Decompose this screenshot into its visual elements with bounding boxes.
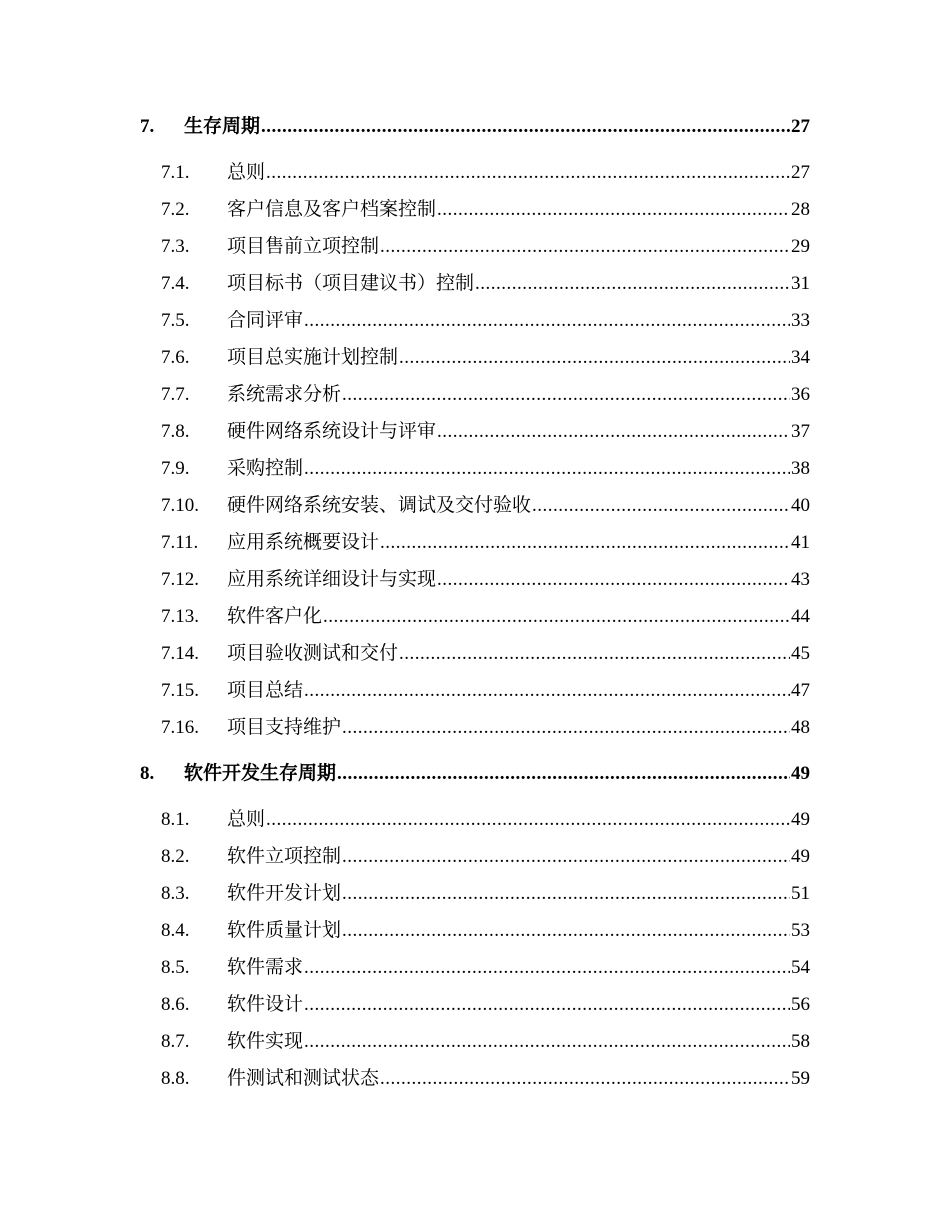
toc-entry-number: 8.1. [161, 809, 190, 830]
toc-section-entry[interactable] [161, 676, 810, 706]
toc-entry-page: 36 [791, 384, 810, 405]
toc-dot-leader [437, 417, 790, 447]
toc-dot-leader [266, 158, 790, 188]
toc-entry-page: 59 [791, 1068, 810, 1089]
toc-entry-page: 37 [791, 421, 810, 442]
toc-entry-number: 7.15. [161, 680, 199, 701]
toc-entry-page: 40 [791, 495, 810, 516]
toc-entry-number: 7.11. [161, 532, 199, 553]
toc-entry-number: 7.16. [161, 717, 199, 738]
toc-entry-title: 项目验收测试和交付 [227, 643, 399, 664]
toc-entry-number: 7.14. [161, 643, 199, 664]
toc-entry-page: 54 [791, 957, 810, 978]
toc-entry-page: 38 [791, 458, 810, 479]
toc-section-entry[interactable] [161, 602, 810, 632]
toc-entry-page: 31 [791, 273, 810, 294]
toc-entry-number: 7.5. [161, 310, 190, 331]
toc-chapter-entry[interactable] [140, 112, 810, 142]
toc-entry-page: 41 [791, 532, 810, 553]
toc-dot-leader [342, 916, 790, 946]
toc-dot-leader [437, 195, 790, 225]
toc-dot-leader [380, 528, 790, 558]
toc-section-entry[interactable] [161, 491, 810, 521]
toc-entry-page: 27 [791, 116, 810, 137]
toc-dot-leader [304, 1027, 790, 1057]
toc-dot-leader [266, 805, 790, 835]
toc-section-entry[interactable] [161, 195, 810, 225]
toc-entry-title: 项目支持维护 [227, 717, 342, 738]
toc-entry-page: 44 [791, 606, 810, 627]
toc-entry-title: 软件立项控制 [227, 846, 342, 867]
toc-section-entry[interactable] [161, 916, 810, 946]
toc-entry-page: 49 [791, 846, 810, 867]
toc-entry-number: 7.8. [161, 421, 190, 442]
toc-entry-title: 软件设计 [227, 994, 304, 1015]
toc-entry-title: 项目总实施计划控制 [227, 347, 399, 368]
toc-dot-leader [337, 759, 790, 789]
toc-dot-leader [304, 676, 790, 706]
toc-dot-leader [304, 306, 790, 336]
toc-entry-page: 49 [791, 809, 810, 830]
toc-section-entry[interactable] [161, 639, 810, 669]
toc-entry-page: 28 [791, 199, 810, 220]
toc-section-entry[interactable] [161, 380, 810, 410]
toc-entry-page: 33 [791, 310, 810, 331]
toc-dot-leader [304, 454, 790, 484]
toc-entry-page: 45 [791, 643, 810, 664]
toc-section-entry[interactable] [161, 454, 810, 484]
toc-section-entry[interactable] [161, 953, 810, 983]
toc-entry-number: 7.12. [161, 569, 199, 590]
toc-section-entry[interactable] [161, 565, 810, 595]
toc-dot-leader [437, 565, 790, 595]
toc-section-entry[interactable] [161, 990, 810, 1020]
toc-entry-number: 7.6. [161, 347, 190, 368]
toc-section-entry[interactable] [161, 879, 810, 909]
toc-dot-leader [342, 842, 790, 872]
toc-dot-leader [342, 380, 790, 410]
toc-entry-title: 合同评审 [227, 310, 304, 331]
toc-entry-page: 29 [791, 236, 810, 257]
toc-entry-number: 7.4. [161, 273, 190, 294]
toc-section-entry[interactable] [161, 1064, 810, 1094]
toc-entry-page: 34 [791, 347, 810, 368]
toc-entry-title: 软件需求 [227, 957, 304, 978]
toc-dot-leader [323, 602, 790, 632]
toc-entry-number: 7.3. [161, 236, 190, 257]
toc-entry-number: 7.2. [161, 199, 190, 220]
toc-entry-number: 7.10. [161, 495, 199, 516]
toc-entry-title: 软件客户化 [227, 606, 323, 627]
toc-dot-leader [532, 491, 790, 521]
toc-entry-title: 软件开发计划 [227, 883, 342, 904]
toc-entry-number: 8.2. [161, 846, 190, 867]
toc-section-entry[interactable] [161, 158, 810, 188]
toc-entry-title: 客户信息及客户档案控制 [227, 199, 437, 220]
toc-entry-number: 7.1. [161, 162, 190, 183]
toc-chapter-entry[interactable] [140, 759, 810, 789]
toc-section-entry[interactable] [161, 1027, 810, 1057]
toc-entry-title: 软件质量计划 [227, 920, 342, 941]
toc-section-entry[interactable] [161, 842, 810, 872]
toc-entry-title: 软件开发生存周期 [184, 763, 337, 784]
toc-entry-page: 58 [791, 1031, 810, 1052]
toc-dot-leader [304, 953, 790, 983]
toc-dot-leader [399, 343, 790, 373]
toc-section-entry[interactable] [161, 269, 810, 299]
toc-entry-number: 8.5. [161, 957, 190, 978]
toc-section-entry[interactable] [161, 528, 810, 558]
toc-section-entry[interactable] [161, 713, 810, 743]
toc-entry-page: 48 [791, 717, 810, 738]
toc-dot-leader [261, 112, 790, 142]
toc-entry-page: 53 [791, 920, 810, 941]
toc-dot-leader [304, 990, 790, 1020]
toc-entry-title: 总则 [227, 162, 266, 183]
toc-section-entry[interactable] [161, 343, 810, 373]
toc-entry-number: 7. [140, 116, 155, 137]
toc-entry-number: 8.4. [161, 920, 190, 941]
toc-entry-page: 49 [791, 763, 810, 784]
toc-section-entry[interactable] [161, 805, 810, 835]
toc-entry-title: 硬件网络系统设计与评审 [227, 421, 437, 442]
toc-entry-number: 8.8. [161, 1068, 190, 1089]
toc-dot-leader [342, 879, 790, 909]
toc-entry-number: 8. [140, 763, 155, 784]
toc-entry-number: 8.6. [161, 994, 190, 1015]
toc-dot-leader [399, 639, 790, 669]
toc-section-entry[interactable] [161, 232, 810, 262]
toc-entry-number: 7.13. [161, 606, 199, 627]
toc-entry-title: 软件实现 [227, 1031, 304, 1052]
toc-entry-number: 8.3. [161, 883, 190, 904]
toc-dot-leader [342, 713, 790, 743]
toc-dot-leader [475, 269, 790, 299]
toc-entry-page: 47 [791, 680, 810, 701]
toc-section-entry[interactable] [161, 417, 810, 447]
toc-entry-title: 采购控制 [227, 458, 304, 479]
toc-entry-number: 8.7. [161, 1031, 190, 1052]
toc-entry-number: 7.9. [161, 458, 190, 479]
toc-entry-page: 27 [791, 162, 810, 183]
toc-entry-title: 件测试和测试状态 [227, 1068, 380, 1089]
toc-entry-title: 应用系统概要设计 [227, 532, 380, 553]
toc-section-entry[interactable] [161, 306, 810, 336]
toc-entry-title: 生存周期 [184, 116, 261, 137]
toc-entry-title: 项目标书（项目建议书）控制 [227, 273, 475, 294]
toc-entry-page: 56 [791, 994, 810, 1015]
toc-entry-title: 总则 [227, 809, 266, 830]
toc-entry-title: 项目售前立项控制 [227, 236, 380, 257]
toc-dot-leader [380, 232, 790, 262]
toc-entry-title: 应用系统详细设计与实现 [227, 569, 437, 590]
toc-entry-page: 43 [791, 569, 810, 590]
toc-dot-leader [380, 1064, 790, 1094]
toc-entry-page: 51 [791, 883, 810, 904]
toc-entry-title: 项目总结 [227, 680, 304, 701]
toc-entry-number: 7.7. [161, 384, 190, 405]
toc-entry-title: 系统需求分析 [227, 384, 342, 405]
toc-entry-title: 硬件网络系统安装、调试及交付验收 [227, 495, 532, 516]
